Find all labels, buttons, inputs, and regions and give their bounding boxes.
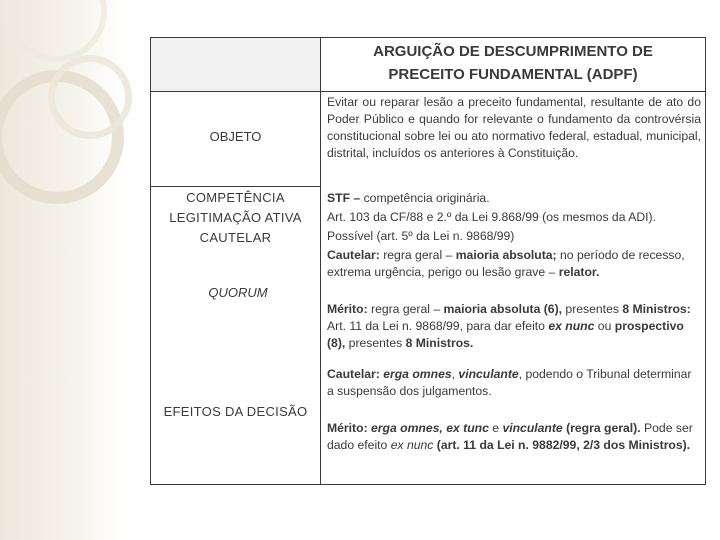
decorative-ring bbox=[5, 0, 107, 62]
quorum-cautelar-text: Cautelar: regra geral – maioria absoluta; no período de recesso, extrema urgência, perigo ou lesão grave – relator. bbox=[327, 248, 685, 279]
competencia-text: STF – competência originária. bbox=[327, 191, 490, 205]
decorative-ring bbox=[0, 70, 124, 204]
cautelar-text: Possível (art. 5º da Lei n. 9868/99) bbox=[327, 229, 515, 243]
legitimacao-text: Art. 103 da CF/88 e 2.º da Lei 9.868/99 (os mesmos da ADI). bbox=[327, 210, 656, 224]
label-efeitos-da-decisao: EFEITOS DA DECISÃO bbox=[163, 404, 308, 419]
label-quorum: QUORUM bbox=[208, 285, 268, 300]
row-divider bbox=[151, 186, 321, 187]
decorative-ring bbox=[48, 55, 132, 139]
table-title bbox=[321, 40, 705, 86]
quorum-merito-text: Mérito: regra geral – maioria absoluta (6), presentes 8 Ministros: Art. 11 da Lei n. 9868/99, para dar efeito ex nunc ou prospectivo (8), presentes 8 Ministros. bbox=[327, 302, 691, 350]
table-title-line: PRECEITO FUNDAMENTAL (ADPF) bbox=[388, 66, 638, 83]
efeitos-merito-text: Mérito: erga omnes, ex tunc e vinculante (regra geral). Pode ser dado efeito ex nunc (art. 11 da Lei n. 9882/99, 2/3 dos Ministros). bbox=[327, 421, 693, 452]
column-divider bbox=[320, 91, 321, 485]
label-legitimacao-ativa: LEGITIMAÇÃO ATIVA bbox=[169, 210, 302, 225]
objeto-text: Evitar ou reparar lesão a preceito fundamental, resultante de ato do Poder Público e quando for relevante o fundamento da controvérsia constitucional sobre lei ou ato normativo federal, estadual, municipal, distrital, incluídos os anteriores à Constituição. bbox=[327, 95, 701, 160]
label-objeto: OBJETO bbox=[209, 129, 262, 144]
label-cautelar: CAUTELAR bbox=[199, 230, 272, 245]
decorative-background-band bbox=[0, 0, 125, 540]
efeitos-cautelar-text: Cautelar: erga omnes, vinculante, podendo o Tribunal determinar a suspensão dos julgamentos. bbox=[327, 367, 692, 398]
table-title-line: ARGUIÇÃO DE DESCUMPRIMENTO DE bbox=[373, 43, 653, 60]
label-competencia: COMPETÊNCIA bbox=[186, 190, 285, 205]
adpf-table bbox=[150, 37, 706, 485]
title-corner-cell bbox=[151, 38, 321, 91]
title-row bbox=[151, 38, 705, 92]
